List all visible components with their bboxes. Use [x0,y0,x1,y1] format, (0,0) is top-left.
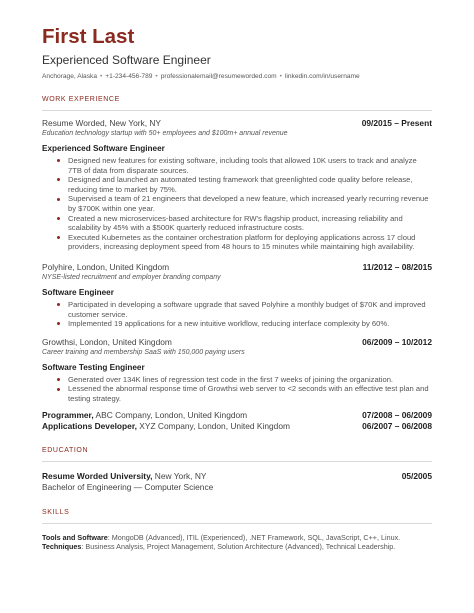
education-school: Resume Worded University, [42,470,153,481]
job-role: Software Engineer [42,287,114,297]
section-divider [42,461,432,462]
bullet-icon [57,198,60,201]
education-date: 05/2005 [401,470,432,481]
prior-role-row [42,421,432,432]
prior-role-title: Applications Developer, [42,420,137,431]
job-dates: 11/2012 – 08/2015 [362,261,432,272]
bullet-icon [57,322,60,325]
skills-row [42,542,432,552]
education-entry [42,471,432,493]
job-entry [42,337,432,404]
prior-roles [42,410,432,432]
contact-linkedin[interactable]: linkedin.com/in/username [284,73,360,80]
list-item: Designed and launched an automated testing framework that greenlighted code quality before release, reducing time to market by 75%. [57,175,432,194]
skills-value: : MongoDB (Advanced), ITIL (Experienced), .NET Framework, SQL, JavaScript, C++, Linux. [107,532,401,542]
prior-role-dates: 06/2007 – 06/2008 [362,420,432,431]
bullet-icon [57,178,60,181]
job-org: Growthsi, London, United Kingdom [42,336,172,347]
job-org: Polyhire, London, United Kingdom [42,261,170,272]
job-dates: 06/2009 – 10/2012 [362,336,432,347]
job-role: Software Testing Engineer [42,362,145,372]
contact-phone: +1-234-456-789 [105,73,153,80]
job-entry [42,262,432,329]
bullet-icon [57,303,60,306]
section-heading-experience: WORK EXPERIENCE [42,96,120,103]
section-divider [42,523,432,524]
prior-role-dates: 07/2008 – 06/2009 [362,409,432,420]
candidate-title: Experienced Software Engineer [42,53,211,67]
prior-role-org: ABC Company, London, United Kingdom [93,409,248,420]
skills-row [42,533,432,543]
bullet-icon [57,159,60,162]
skills-value: : Business Analysis, Project Management, Solution Architecture (Advanced), Technical Leadership. [81,542,396,552]
education-location: New York, NY [152,470,207,481]
job-description: Career training and membership SaaS with 150,000 paying users [42,348,245,356]
contact-separator: • [279,73,282,80]
bullet-icon [57,236,60,239]
section-heading-education: EDUCATION [42,446,89,454]
candidate-name: First Last [42,25,135,48]
contact-separator: • [155,73,158,80]
list-item: Lessened the abnormal response time of Growthsi web server to <2 seconds with an effective test plan and testing strategy. [57,384,432,403]
job-dates: 09/2015 – Present [361,118,432,128]
job-bullets [42,156,432,252]
job-description: Education technology startup with 50+ employees and $100m+ annual revenue [42,130,288,137]
list-item: Participated in developing a software upgrade that saved Polyhire a monthly budget of $70K and improved customer service. [57,300,432,319]
bullet-icon [57,378,60,381]
job-entry [42,118,432,252]
list-item: Generated over 134K lines of regression test code in the first 7 weeks of joining the organization. [57,375,432,385]
job-bullets [42,375,432,404]
list-item: Supervised a team of 21 engineers that developed a new feature, which increased yearly recurring revenue by $700K within one year. [57,194,432,213]
job-description: NYSE-listed recruitment and employer branding company [42,273,221,281]
contact-location: Anchorage, Alaska [42,73,97,80]
job-org: Resume Worded, New York, NY [42,118,162,128]
list-item: Created a new microservices-based architecture for RW's flagship product, increasing reliability and scalability by 45% with a $500K quarterly reduced infrastructure costs. [57,214,432,233]
education-degree: Bachelor of Engineering — Computer Science [42,481,214,492]
skills-label: Techniques [42,542,82,552]
skills-label: Tools and Software [42,532,108,542]
list-item: Implemented 19 applications for a new intuitive workflow, reducing interface complexity by 60%. [57,319,432,329]
prior-role-row [42,410,432,421]
list-item: Executed Kubernetes as the container orchestration platform for deploying applications across 17 cloud providers, increasing deployment speed from 48 hours to 15 minutes while maintaining high availability. [57,233,432,252]
contact-separator: • [99,73,103,80]
bullet-icon [57,217,60,220]
skills-list [42,533,432,552]
prior-role-title: Programmer, [42,409,94,420]
contact-email[interactable]: professionalemail@resumeworded.com [160,73,277,80]
job-bullets [42,300,432,329]
job-role: Experienced Software Engineer [42,144,165,153]
section-divider [42,110,432,111]
prior-role-org: XYZ Company, London, United Kingdom [136,420,290,431]
list-item: Designed new features for existing software, including tools that allowed 10K users to track and analyze 7TB of data from disparate sources. [57,156,432,175]
bullet-icon [57,388,60,391]
section-heading-skills: SKILLS [42,508,70,516]
contact-line [42,72,432,81]
